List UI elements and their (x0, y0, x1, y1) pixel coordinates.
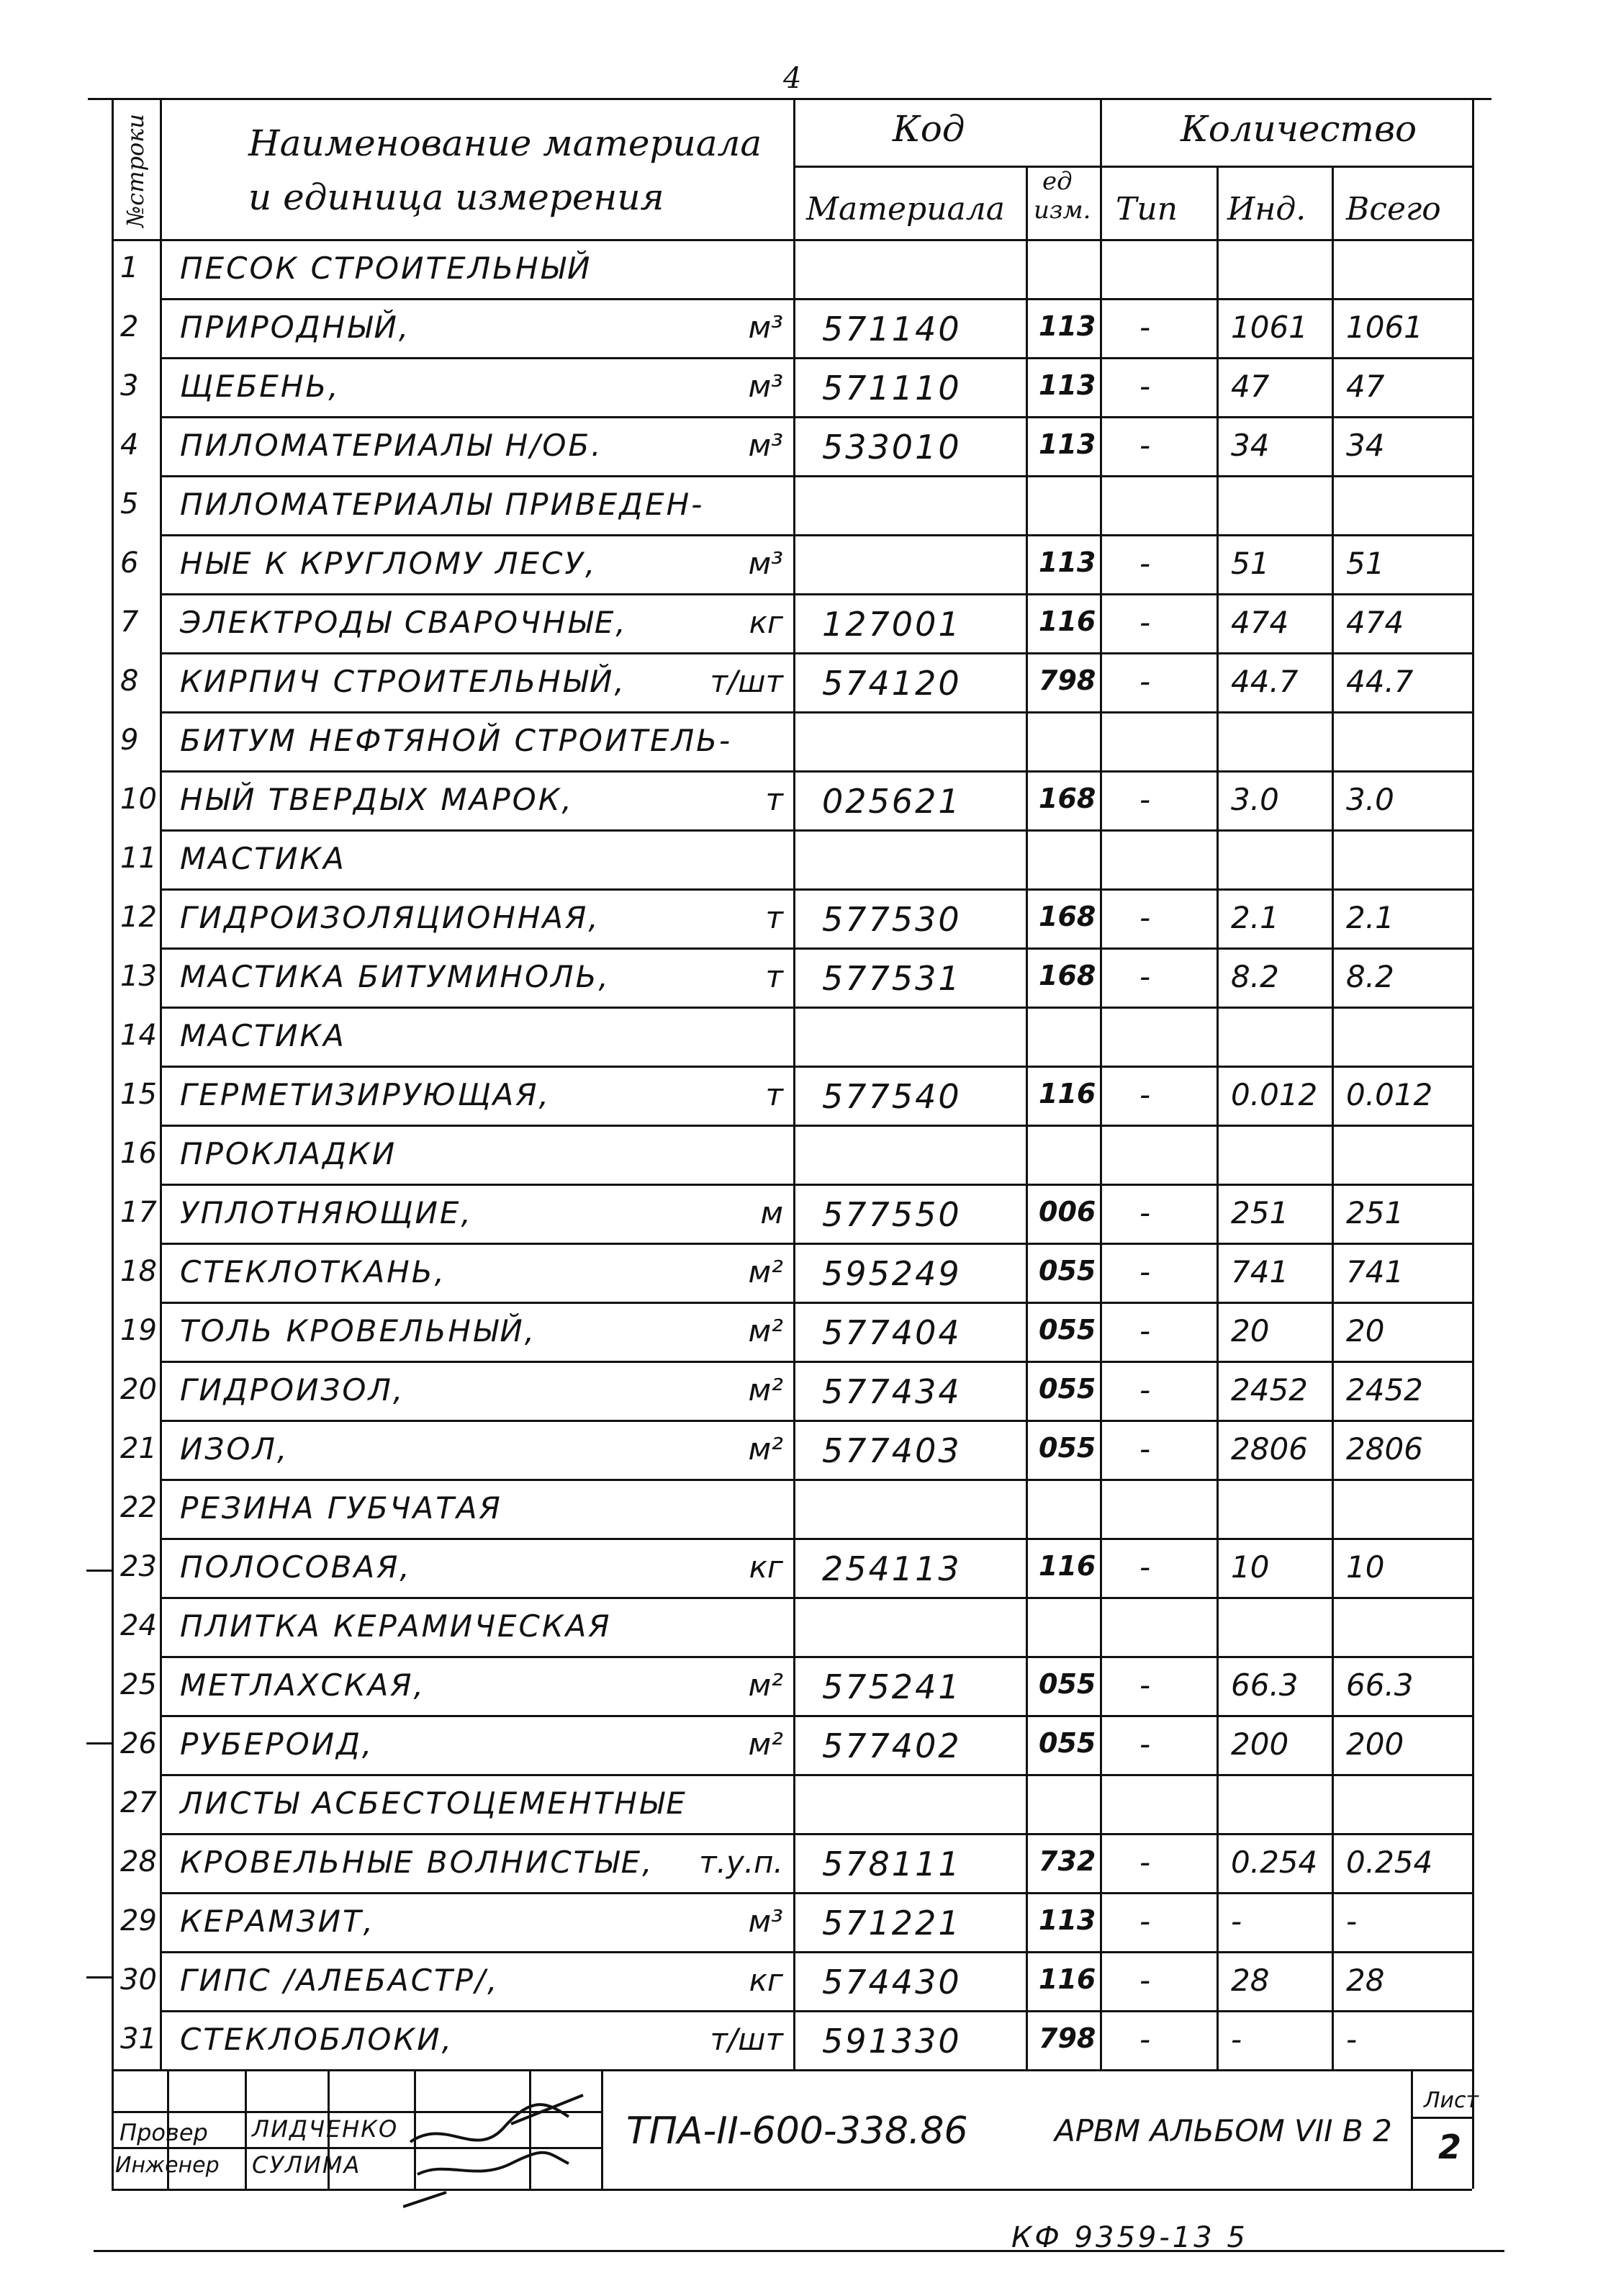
row-line (160, 1184, 1472, 1186)
row-line (160, 947, 1472, 950)
stamp-col (245, 2069, 247, 2189)
margin-tick (86, 1570, 112, 1572)
row-15-total: 0.012 (1346, 1077, 1433, 1112)
row-10-name: НЫЙ ТВЕРДЫХ МАРОК, (180, 782, 574, 817)
row-10-ed: 168 (1039, 783, 1096, 814)
stamp-checked-label: Провер (119, 2119, 208, 2146)
signatures (403, 2074, 619, 2210)
row-23-total: 10 (1346, 1549, 1385, 1585)
row-4-type: - (1139, 428, 1151, 463)
row-13-name: МАСТИКА БИТУМИНОЛЬ, (180, 959, 610, 994)
row-31-n: 31 (120, 2022, 157, 2056)
row-11-name: МАСТИКА (180, 841, 346, 876)
stamp-sheet-number: 2 (1438, 2128, 1462, 2166)
row-19-ind: 20 (1231, 1313, 1270, 1349)
row-26-n: 26 (120, 1727, 157, 1760)
signature-2 (417, 2153, 569, 2174)
header-name-line2: и единица измерения (248, 176, 664, 218)
row-22-n: 22 (120, 1491, 157, 1524)
row-7-code: 127001 (822, 605, 962, 644)
row-29-name: КЕРАМЗИТ, (180, 1904, 376, 1939)
row-6-name: НЫЕ К КРУГЛОМУ ЛЕСУ, (180, 546, 597, 581)
row-23-type: - (1139, 1549, 1151, 1585)
row-12-ind: 2.1 (1231, 900, 1279, 935)
stamp-engineer-name: СУЛИМА (252, 2151, 361, 2179)
row-3-name: ЩЕБЕНЬ, (180, 369, 340, 404)
header-quantity: Количество (1181, 108, 1417, 150)
row-2-ed: 113 (1039, 310, 1096, 342)
row-20-type: - (1139, 1372, 1151, 1408)
row-4-unit: м³ (748, 428, 783, 463)
row-31-ind: - (1231, 2022, 1242, 2057)
row-6-n: 6 (120, 546, 139, 580)
row-31-total: - (1346, 2022, 1358, 2057)
table-border-left (112, 98, 114, 2189)
row-21-n: 21 (120, 1432, 157, 1465)
row-2-total: 1061 (1346, 310, 1423, 345)
row-19-code: 577404 (822, 1313, 962, 1352)
row-4-n: 4 (120, 428, 139, 462)
row-17-ed: 006 (1039, 1196, 1096, 1228)
row-17-name: УПЛОТНЯЮЩИЕ, (180, 1195, 473, 1230)
footer-note: КФ 9359-13 5 (1011, 2221, 1248, 2254)
row-25-n: 25 (120, 1668, 157, 1701)
row-22-name: РЕЗИНА ГУБЧАТАЯ (180, 1490, 502, 1526)
row-3-type: - (1139, 369, 1151, 404)
row-line (160, 1125, 1472, 1127)
row-9-name: БИТУМ НЕФТЯНОЙ СТРОИТЕЛЬ- (180, 723, 733, 758)
row-7-unit: кг (749, 605, 783, 640)
row-30-n: 30 (120, 1963, 157, 1996)
row-26-code: 577402 (822, 1726, 962, 1765)
row-7-name: ЭЛЕКТРОДЫ СВАРОЧНЫЕ, (180, 605, 628, 640)
row-13-unit: т (765, 959, 783, 994)
row-line (160, 1951, 1472, 1953)
header-unit-l2: изм. (1034, 196, 1091, 225)
row-1-n: 1 (120, 251, 139, 284)
row-13-type: - (1139, 959, 1151, 994)
signature-3 (403, 2192, 446, 2207)
row-10-code: 025621 (822, 782, 962, 821)
row-27-n: 27 (120, 1786, 157, 1819)
row-23-ed: 116 (1039, 1550, 1096, 1582)
row-31-unit: т/шт (710, 2022, 783, 2057)
row-line (160, 1420, 1472, 1422)
row-31-name: СТЕКЛОБЛОКИ, (180, 2022, 454, 2057)
row-3-ed: 113 (1039, 369, 1096, 401)
row-26-ed: 055 (1039, 1727, 1096, 1759)
row-12-total: 2.1 (1346, 900, 1394, 935)
row-line (160, 1007, 1472, 1009)
row-28-type: - (1139, 1845, 1151, 1880)
row-16-name: ПРОКЛАДКИ (180, 1136, 397, 1171)
row-25-total: 66.3 (1346, 1667, 1414, 1703)
row-19-n: 19 (120, 1314, 157, 1347)
row-6-type: - (1139, 546, 1151, 581)
row-line (160, 770, 1472, 773)
row-line (160, 534, 1472, 536)
row-line (160, 475, 1472, 477)
row-line (160, 829, 1472, 832)
table-border-right (1472, 98, 1474, 2189)
row-2-type: - (1139, 310, 1151, 345)
row-line (160, 1833, 1472, 1835)
row-7-n: 7 (120, 605, 139, 639)
header-code: Код (893, 108, 965, 150)
row-19-total: 20 (1346, 1313, 1385, 1349)
row-21-ed: 055 (1039, 1432, 1096, 1464)
row-8-total: 44.7 (1346, 664, 1414, 699)
row-8-unit: т/шт (710, 664, 783, 699)
row-18-n: 18 (120, 1255, 157, 1288)
stamp-sheet-label: Лист (1424, 2088, 1479, 2113)
row-21-code: 577403 (822, 1431, 962, 1470)
row-12-type: - (1139, 900, 1151, 935)
stamp-engineer-label: Инженер (115, 2153, 220, 2178)
row-3-unit: м³ (748, 369, 783, 404)
row-8-n: 8 (120, 665, 139, 698)
row-15-type: - (1139, 1077, 1151, 1112)
row-20-ed: 055 (1039, 1373, 1096, 1405)
row-10-type: - (1139, 782, 1151, 817)
row-13-ind: 8.2 (1231, 959, 1279, 994)
row-7-total: 474 (1346, 605, 1404, 640)
row-20-code: 577434 (822, 1372, 962, 1411)
row-line (160, 1715, 1472, 1717)
row-12-ed: 168 (1039, 901, 1096, 932)
row-14-name: МАСТИКА (180, 1018, 346, 1053)
row-line (160, 1892, 1472, 1894)
row-line (160, 1538, 1472, 1540)
row-7-type: - (1139, 605, 1151, 640)
header-ind: Инд. (1227, 191, 1306, 228)
row-4-ind: 34 (1231, 428, 1270, 463)
row-9-n: 9 (120, 724, 139, 757)
row-17-code: 577550 (822, 1195, 962, 1234)
row-23-unit: кг (749, 1549, 783, 1585)
row-28-code: 578111 (822, 1845, 962, 1883)
row-29-n: 29 (120, 1904, 157, 1937)
row-29-code: 571221 (822, 1904, 962, 1942)
row-30-code: 574430 (822, 1963, 962, 2002)
row-16-n: 16 (120, 1137, 157, 1170)
row-30-ind: 28 (1231, 1963, 1270, 1998)
row-29-ed: 113 (1039, 1904, 1096, 1936)
row-10-ind: 3.0 (1231, 782, 1279, 817)
row-31-type: - (1139, 2022, 1151, 2057)
row-line (160, 1302, 1472, 1304)
header-name-line1: Наименование материала (248, 122, 762, 164)
row-6-unit: м³ (748, 546, 783, 581)
row-18-ind: 741 (1231, 1254, 1289, 1289)
row-15-name: ГЕРМЕТИЗИРУЮЩАЯ, (180, 1077, 551, 1112)
row-20-unit: м² (748, 1372, 783, 1408)
row-18-ed: 055 (1039, 1255, 1096, 1287)
row-30-ed: 116 (1039, 1963, 1096, 1995)
row-28-ind: 0.254 (1231, 1845, 1318, 1880)
row-25-type: - (1139, 1667, 1151, 1703)
row-line (160, 357, 1472, 359)
row-20-total: 2452 (1346, 1372, 1423, 1408)
row-18-code: 595249 (822, 1254, 962, 1293)
row-line (160, 711, 1472, 713)
row-18-type: - (1139, 1254, 1151, 1289)
margin-tick (86, 1976, 112, 1978)
row-27-name: ЛИСТЫ АСБЕСТОЦЕМЕНТНЫЕ (180, 1786, 687, 1821)
row-17-type: - (1139, 1195, 1151, 1230)
row-line (160, 1597, 1472, 1599)
row-line (160, 1774, 1472, 1776)
header-type: Тип (1116, 191, 1178, 228)
row-29-ind: - (1231, 1904, 1242, 1939)
row-6-total: 51 (1346, 546, 1385, 581)
row-4-total: 34 (1346, 428, 1385, 463)
row-30-name: ГИПС /АЛЕБАСТР/, (180, 1963, 500, 1998)
row-15-code: 577540 (822, 1077, 962, 1116)
row-line (160, 298, 1472, 300)
margin-tick (86, 1742, 112, 1744)
row-19-name: ТОЛЬ КРОВЕЛЬНЫЙ, (180, 1313, 537, 1349)
stamp-album: АРВМ АЛЬБОМ VII В 2 (1055, 2113, 1392, 2148)
row-13-total: 8.2 (1346, 959, 1394, 994)
row-8-name: КИРПИЧ СТРОИТЕЛЬНЫЙ, (180, 664, 626, 699)
row-25-ind: 66.3 (1231, 1667, 1299, 1703)
stamp-sheet-col (1411, 2069, 1413, 2189)
row-line (160, 1066, 1472, 1068)
row-18-unit: м² (748, 1254, 783, 1289)
row-2-code: 571140 (822, 310, 962, 348)
row-12-n: 12 (120, 901, 157, 934)
row-line (160, 2010, 1472, 2012)
page-number: 4 (783, 62, 802, 95)
row-8-ind: 44.7 (1231, 664, 1299, 699)
row-18-total: 741 (1346, 1254, 1404, 1289)
row-25-ed: 055 (1039, 1668, 1096, 1700)
row-28-total: 0.254 (1346, 1845, 1433, 1880)
row-3-n: 3 (120, 369, 139, 402)
row-21-type: - (1139, 1431, 1151, 1467)
row-20-ind: 2452 (1231, 1372, 1308, 1408)
row-15-unit: т (765, 1077, 783, 1112)
row-29-total: - (1346, 1904, 1358, 1939)
row-18-name: СТЕКЛОТКАНЬ, (180, 1254, 446, 1289)
row-10-unit: т (765, 782, 783, 817)
row-10-n: 10 (120, 783, 157, 816)
header-divider (793, 166, 1472, 168)
header-total: Всего (1346, 191, 1441, 228)
row-2-name: ПРИРОДНЫЙ, (180, 310, 411, 345)
row-17-total: 251 (1346, 1195, 1404, 1230)
row-19-unit: м² (748, 1313, 783, 1349)
row-line (160, 652, 1472, 654)
row-28-n: 28 (120, 1845, 157, 1878)
row-12-unit: т (765, 900, 783, 935)
row-line (160, 416, 1472, 418)
row-26-name: РУБЕРОИД, (180, 1726, 374, 1762)
row-30-total: 28 (1346, 1963, 1385, 1998)
row-23-code: 254113 (822, 1549, 962, 1588)
row-3-code: 571110 (822, 369, 962, 408)
row-1-name: ПЕСОК СТРОИТЕЛЬНЫЙ (180, 251, 592, 286)
row-24-n: 24 (120, 1609, 157, 1642)
row-4-name: ПИЛОМАТЕРИАЛЫ Н/ОБ. (180, 428, 603, 463)
header-bottom-line (112, 239, 1472, 241)
row-4-ed: 113 (1039, 428, 1096, 460)
row-line (160, 1479, 1472, 1481)
col-line (1332, 166, 1334, 2069)
row-13-code: 577531 (822, 959, 962, 998)
row-15-ind: 0.012 (1231, 1077, 1318, 1112)
row-31-code: 591330 (822, 2022, 962, 2061)
row-25-name: МЕТЛАХСКАЯ, (180, 1667, 425, 1703)
row-28-name: КРОВЕЛЬНЫЕ ВОЛНИСТЫЕ, (180, 1845, 654, 1880)
row-13-ed: 168 (1039, 960, 1096, 991)
table-bottom-line (112, 2069, 1472, 2071)
row-23-name: ПОЛОСОВАЯ, (180, 1549, 412, 1585)
stamp-bottom-line (112, 2189, 1472, 2191)
col-line (1026, 166, 1028, 2069)
row-6-ed: 113 (1039, 546, 1096, 578)
row-19-ed: 055 (1039, 1314, 1096, 1346)
stamp-checked-name: ЛИДЧЕНКО (252, 2115, 399, 2143)
row-28-unit: т.у.п. (699, 1845, 783, 1880)
row-7-ind: 474 (1231, 605, 1289, 640)
header-row-no: №строки (122, 113, 149, 228)
header-material: Материала (806, 191, 1006, 228)
row-26-total: 200 (1346, 1726, 1404, 1762)
row-31-ed: 798 (1039, 2022, 1096, 2054)
row-2-ind: 1061 (1231, 310, 1308, 345)
row-26-type: - (1139, 1726, 1151, 1762)
row-20-name: ГИДРОИЗОЛ, (180, 1372, 405, 1408)
row-25-code: 575241 (822, 1667, 962, 1706)
row-12-name: ГИДРОИЗОЛЯЦИОННАЯ, (180, 900, 600, 935)
row-21-total: 2806 (1346, 1431, 1423, 1467)
row-5-name: ПИЛОМАТЕРИАЛЫ ПРИВЕДЕН- (180, 487, 705, 522)
header-unit-l1: ед (1042, 167, 1073, 196)
row-25-unit: м² (748, 1667, 783, 1703)
stamp-sheet-line (1411, 2117, 1472, 2119)
row-4-code: 533010 (822, 428, 962, 467)
row-17-ind: 251 (1231, 1195, 1289, 1230)
signature-1 (410, 2095, 583, 2142)
row-8-code: 574120 (822, 664, 962, 703)
row-23-ind: 10 (1231, 1549, 1270, 1585)
row-line (160, 1656, 1472, 1658)
row-29-unit: м³ (748, 1904, 783, 1939)
row-21-name: ИЗОЛ, (180, 1431, 289, 1467)
row-5-n: 5 (120, 487, 139, 521)
row-17-n: 17 (120, 1196, 157, 1229)
row-line (160, 1361, 1472, 1363)
row-8-type: - (1139, 664, 1151, 699)
stamp-doc-number: ТПА-II-600-338.86 (626, 2110, 968, 2153)
row-line (160, 593, 1472, 595)
row-26-unit: м² (748, 1726, 783, 1762)
row-21-ind: 2806 (1231, 1431, 1308, 1467)
row-15-n: 15 (120, 1078, 157, 1111)
row-10-total: 3.0 (1346, 782, 1394, 817)
row-30-type: - (1139, 1963, 1151, 1998)
row-30-unit: кг (749, 1963, 783, 1998)
row-6-ind: 51 (1231, 546, 1270, 581)
row-17-unit: м (760, 1195, 783, 1230)
row-26-ind: 200 (1231, 1726, 1289, 1762)
row-19-type: - (1139, 1313, 1151, 1349)
row-15-ed: 116 (1039, 1078, 1096, 1109)
row-line (160, 1243, 1472, 1245)
row-28-ed: 732 (1039, 1845, 1096, 1877)
row-11-n: 11 (120, 842, 157, 875)
row-23-n: 23 (120, 1550, 157, 1583)
row-24-name: ПЛИТКА КЕРАМИЧЕСКАЯ (180, 1608, 612, 1644)
row-2-n: 2 (120, 310, 139, 343)
row-12-code: 577530 (822, 900, 962, 939)
row-2-unit: м³ (748, 310, 783, 345)
row-3-total: 47 (1346, 369, 1385, 404)
row-8-ed: 798 (1039, 665, 1096, 696)
row-20-n: 20 (120, 1373, 157, 1406)
row-21-unit: м² (748, 1431, 783, 1467)
row-13-n: 13 (120, 960, 157, 993)
row-3-ind: 47 (1231, 369, 1270, 404)
row-14-n: 14 (120, 1019, 157, 1052)
row-29-type: - (1139, 1904, 1151, 1939)
row-line (160, 888, 1472, 891)
row-7-ed: 116 (1039, 605, 1096, 637)
col-line (1216, 166, 1219, 2069)
